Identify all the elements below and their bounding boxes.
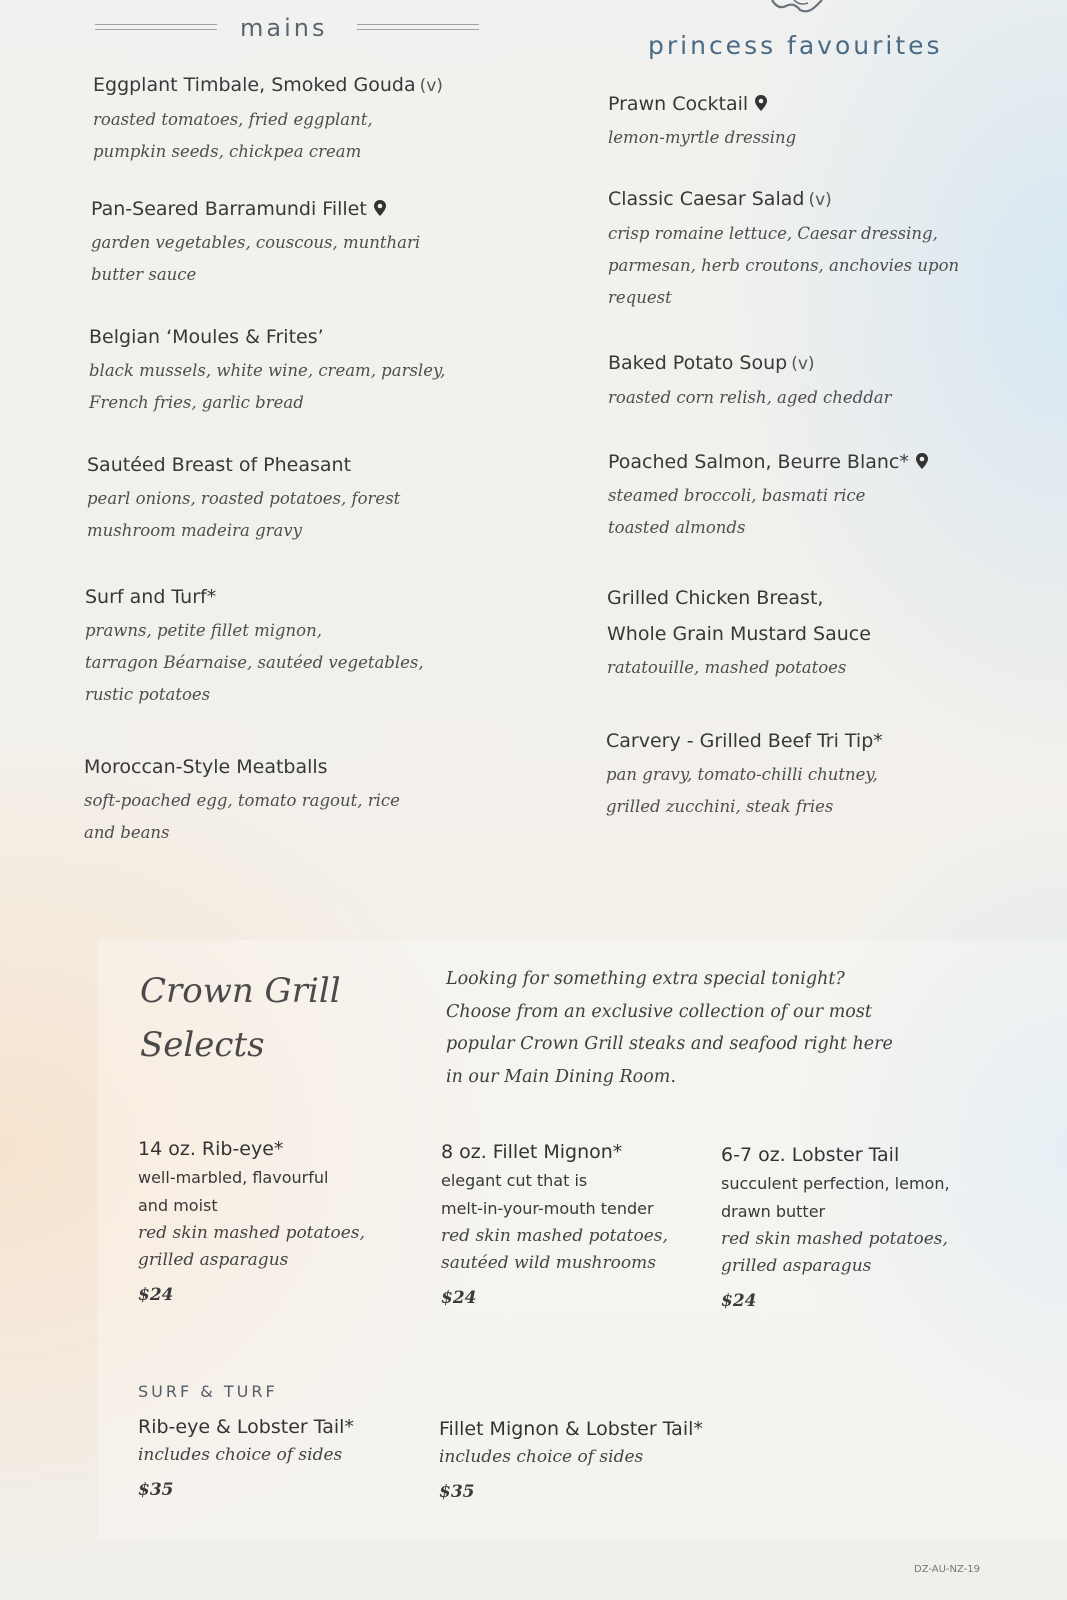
steak-sides: red skin mashed potatoes, (138, 1223, 365, 1243)
location-pin-icon (914, 452, 930, 470)
favourites-item (607, 580, 871, 684)
dish-description: pearl onions, roasted potatoes, forest (87, 489, 401, 508)
dish-description: steamed broccoli, basmati rice (608, 486, 866, 505)
dish-name: Poached Salmon, Beurre Blanc* (608, 451, 909, 473)
mains-rule-left (95, 24, 217, 30)
dish-description: pumpkin seeds, chickpea cream (93, 142, 362, 161)
steak-item (138, 1134, 365, 1308)
dish-name-line2: Whole Grain Mustard Sauce (607, 623, 871, 645)
surf-turf-item (138, 1412, 354, 1503)
steak-item (441, 1137, 668, 1311)
crest-logo (764, 0, 834, 16)
combo-price: $35 (439, 1482, 475, 1502)
surf-turf-item (439, 1414, 703, 1505)
steak-sides: grilled asparagus (138, 1250, 289, 1270)
steak-sides: grilled asparagus (721, 1256, 872, 1276)
steak-description: melt-in-your-mouth tender (441, 1199, 654, 1218)
dish-description: soft-poached egg, tomato ragout, rice (84, 791, 400, 810)
dish-description: ratatouille, mashed potatoes (607, 658, 847, 677)
dish-description: request (608, 288, 672, 307)
intro-line: Choose from an exclusive collection of our most (446, 1001, 872, 1022)
favourites-item (608, 86, 796, 154)
steak-price: $24 (441, 1288, 477, 1308)
dish-name: Belgian ‘Moules & Frites’ (89, 326, 324, 348)
location-pin-icon (753, 94, 769, 112)
steak-name: 14 oz. Rib-eye* (138, 1138, 284, 1160)
steak-description: and moist (138, 1196, 218, 1215)
location-pin-icon (372, 199, 388, 217)
crown-grill-title (140, 964, 341, 1072)
dish-name: Eggplant Timbale, Smoked Gouda (93, 74, 416, 96)
combo-price: $35 (138, 1480, 174, 1500)
dish-name: Grilled Chicken Breast, (607, 587, 824, 609)
dish-name: Pan-Seared Barramundi Fillet (91, 198, 367, 220)
dish-name: Surf and Turf* (85, 586, 217, 608)
dish-description: parmesan, herb croutons, anchovies upon (608, 256, 960, 275)
dish-description: lemon-myrtle dressing (608, 128, 797, 147)
dish-description: prawns, petite fillet mignon, (85, 621, 322, 640)
vegetarian-tag: (v) (791, 354, 815, 374)
dish-name: Classic Caesar Salad (608, 188, 805, 210)
mains-item (91, 191, 420, 291)
steak-description: drawn butter (721, 1202, 826, 1221)
mains-item (93, 67, 443, 168)
intro-line: popular Crown Grill steaks and seafood right here (446, 1034, 893, 1054)
steak-price: $24 (721, 1291, 757, 1311)
favourites-item (608, 345, 892, 414)
steak-item (721, 1140, 950, 1314)
favourites-item (608, 444, 930, 544)
steak-price: $24 (138, 1285, 174, 1305)
dish-name: Moroccan-Style Meatballs (84, 756, 328, 778)
steak-description: succulent perfection, lemon, (721, 1174, 950, 1193)
menu-code: DZ-AU-NZ-19 (914, 1564, 981, 1575)
crown-grill-intro (446, 963, 946, 1093)
steak-sides: sautéed wild mushrooms (441, 1253, 656, 1273)
steak-name: 6-7 oz. Lobster Tail (721, 1144, 900, 1166)
intro-line: in our Main Dining Room. (446, 1066, 676, 1087)
surf-turf-heading: SURF & TURF (138, 1382, 278, 1401)
favourites-item (606, 723, 883, 823)
dish-description: pan gravy, tomato-chilli chutney, (606, 765, 878, 784)
dish-name: Carvery - Grilled Beef Tri Tip* (606, 730, 883, 752)
steak-sides: red skin mashed potatoes, (721, 1229, 948, 1249)
favourites-item (608, 181, 959, 314)
dish-description: butter sauce (91, 265, 197, 284)
combo-sides: includes choice of sides (138, 1445, 343, 1465)
mains-item (89, 319, 445, 419)
steak-description: elegant cut that is (441, 1171, 588, 1190)
dish-description: roasted tomatoes, fried eggplant, (93, 110, 373, 129)
dish-description: roasted corn relish, aged cheddar (608, 388, 892, 407)
vegetarian-tag: (v) (808, 190, 832, 210)
dish-description: toasted almonds (608, 518, 746, 537)
combo-name: Rib-eye & Lobster Tail* (138, 1416, 354, 1438)
vegetarian-tag: (v) (419, 76, 443, 96)
steak-sides: red skin mashed potatoes, (441, 1226, 668, 1246)
combo-sides: includes choice of sides (439, 1447, 644, 1467)
dish-description: rustic potatoes (85, 685, 211, 704)
mains-rule-right (357, 24, 479, 30)
combo-name: Fillet Mignon & Lobster Tail* (439, 1418, 703, 1440)
dish-name: Prawn Cocktail (608, 93, 749, 115)
steak-description: well-marbled, flavourful (138, 1168, 329, 1187)
mains-heading: mains (240, 14, 328, 42)
dish-description: black mussels, white wine, cream, parsley, (89, 361, 446, 380)
steak-name: 8 oz. Fillet Mignon* (441, 1141, 623, 1163)
dish-description: and beans (84, 823, 170, 842)
dish-description: garden vegetables, couscous, munthari (91, 233, 421, 252)
mains-item (84, 749, 400, 849)
favourites-heading: princess favourites (648, 31, 943, 60)
dish-description: grilled zucchini, steak fries (606, 797, 834, 816)
dish-name: Baked Potato Soup (608, 352, 788, 374)
dish-description: French fries, garlic bread (89, 393, 304, 412)
crown-grill-title-line1: Crown Grill (140, 971, 341, 1011)
dish-description: mushroom madeira gravy (87, 521, 302, 540)
mains-item (85, 579, 424, 711)
intro-line: Looking for something extra special tonight? (446, 969, 845, 989)
mains-item (87, 447, 400, 547)
dish-name: Sautéed Breast of Pheasant (87, 454, 352, 476)
crown-grill-title-line2: Selects (140, 1025, 265, 1065)
dish-description: tarragon Béarnaise, sautéed vegetables, (85, 653, 424, 672)
dish-description: crisp romaine lettuce, Caesar dressing, (608, 224, 938, 243)
